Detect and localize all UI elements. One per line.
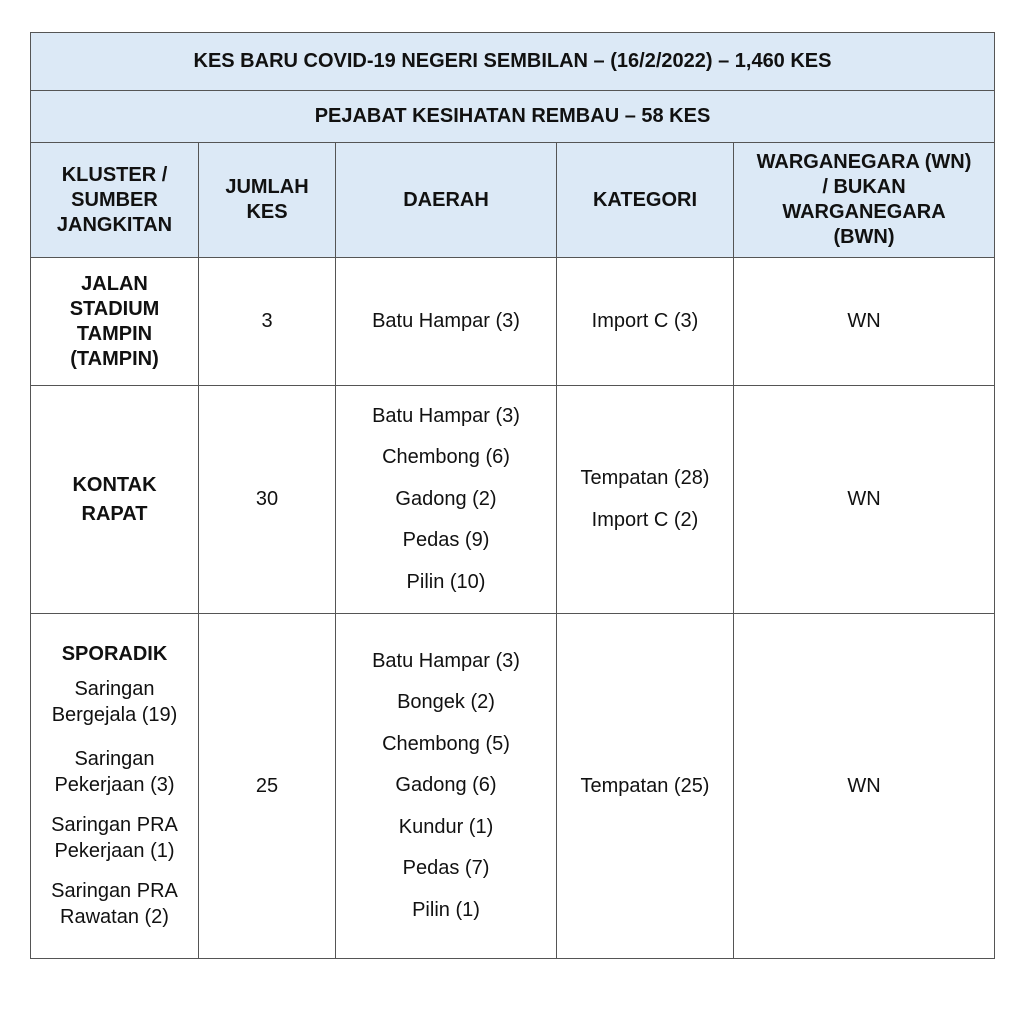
kategori-cell: Import C (3): [557, 258, 734, 386]
header-row: [31, 143, 995, 258]
jumlah-cell: 25: [199, 614, 336, 959]
daerah-cell: Batu Hampar (3): [336, 258, 557, 386]
sporadik-item: Saringan Pekerjaan (3): [54, 747, 175, 796]
header-jumlah-kes: JUMLAH KES: [199, 143, 336, 258]
kluster-cell: KONTAK RAPAT: [31, 386, 199, 614]
table-row: [31, 386, 995, 614]
sporadik-item: Saringan Bergejala (19): [51, 677, 178, 726]
header-daerah: DAERAH: [336, 143, 557, 258]
sporadik-item: Saringan PRA Rawatan (2): [51, 879, 178, 928]
wn-cell: WN: [734, 258, 995, 386]
kategori-cell: Tempatan (25): [557, 614, 734, 959]
daerah-cell: Batu Hampar (3) Bongek (2) Chembong (5) Gadong (6) Kundur (1) Pedas (7) Pilin (1): [336, 614, 557, 959]
sporadik-title: SPORADIK: [61, 642, 168, 665]
covid-cases-table: [30, 32, 995, 959]
header-kluster: KLUSTER / SUMBER JANGKITAN: [31, 143, 199, 258]
table-subtitle: PEJABAT KESIHATAN REMBAU – 58 KES: [31, 91, 995, 143]
wn-cell: WN: [734, 614, 995, 959]
header-kategori: KATEGORI: [557, 143, 734, 258]
kluster-cell: JALAN STADIUM TAMPIN (TAMPIN): [31, 258, 199, 386]
wn-cell: WN: [734, 386, 995, 614]
table-title: KES BARU COVID-19 NEGERI SEMBILAN – (16/2/2022) – 1,460 KES: [31, 33, 995, 91]
jumlah-cell: 3: [199, 258, 336, 386]
table-row: [31, 258, 995, 386]
kategori-cell: Tempatan (28) Import C (2): [557, 386, 734, 614]
jumlah-cell: 30: [199, 386, 336, 614]
daerah-cell: Batu Hampar (3) Chembong (6) Gadong (2) Pedas (9) Pilin (10): [336, 386, 557, 614]
table-row: [31, 614, 995, 959]
sporadik-item: Saringan PRA Pekerjaan (1): [51, 813, 178, 862]
kluster-cell: [31, 614, 199, 959]
header-warganegara: WARGANEGARA (WN) / BUKAN WARGANEGARA (BWN): [734, 143, 995, 258]
